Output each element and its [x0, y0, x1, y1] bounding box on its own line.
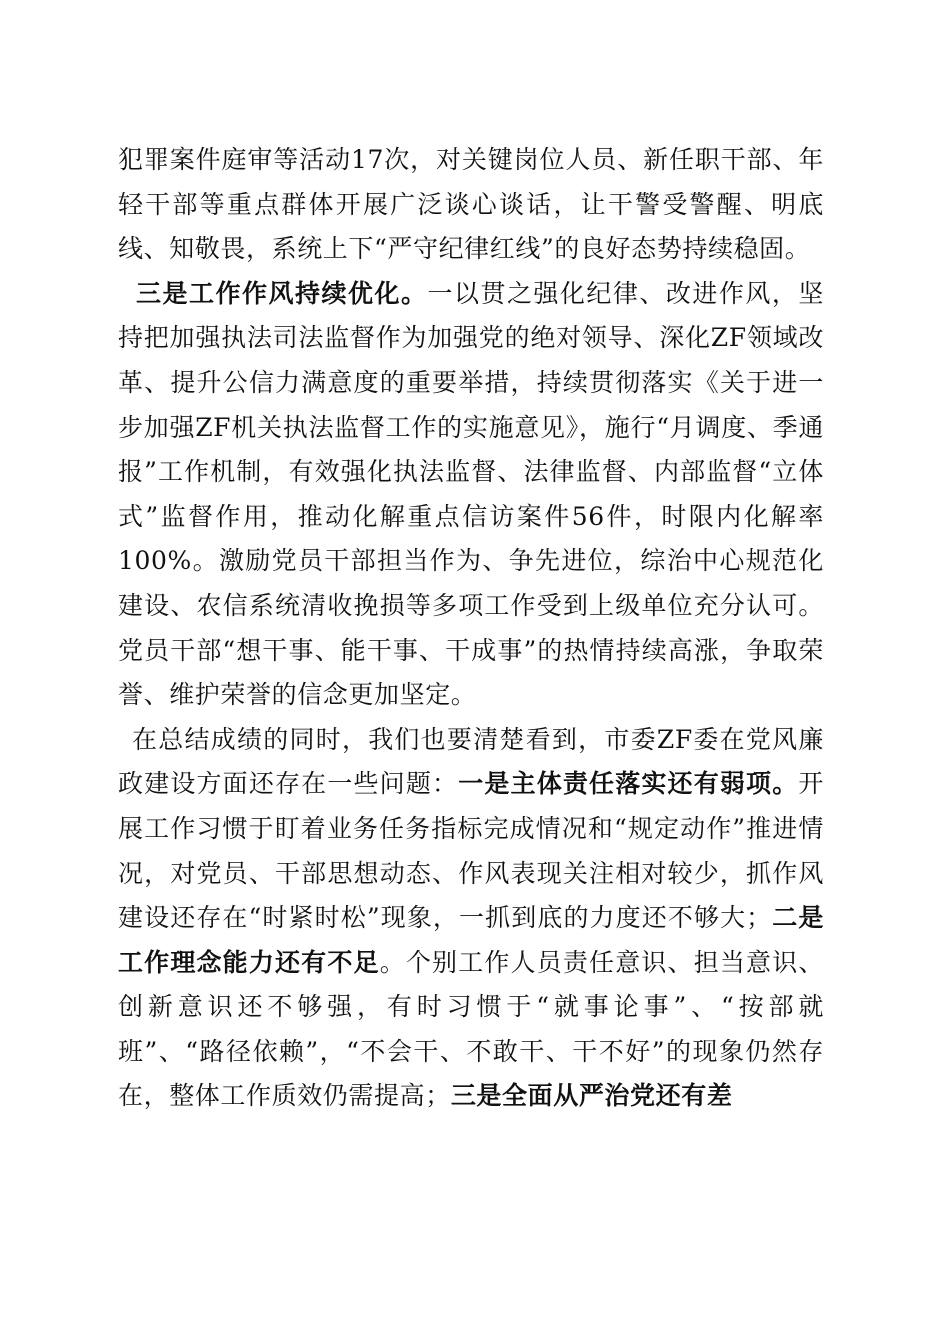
paragraph-text: 一以贯之强化纪律、改进作风，坚持把加强执法司法监督作为加强党的绝对领导、深化ZF领域改革、提升公信力满意度的重要举措，持续贯彻落实《关于进一步加强ZF机关执法监督工作的实施意见》，施行“月调度、季通报”工作机制，有效强化执法监督、法律监督、内部监督“立体式”监督作用，推动化解重点信访案件56件，时限内化解率100%。激励党员干部担当作为、争先进位，综治中心规范化建设、农信系统清收挽损等多项工作受到上级单位充分认可。党员干部“想干事、能干事、干成事”的热情持续高涨，争取荣誉、维护荣誉的信念更加坚定。: [118, 278, 824, 710]
paragraph-problems: [118, 718, 824, 1119]
problem-heading-2: 二是工作理念能力还有不足: [118, 903, 824, 977]
section-heading-work-style: 三是工作作风持续优化。: [136, 278, 428, 308]
paragraph-activities-continued: [118, 138, 824, 272]
document-body: [118, 138, 824, 1119]
paragraph-text: 犯罪案件庭审等活动17次，对关键岗位人员、新任职干部、年轻干部等重点群体开展广泛谈心谈话，让干警受警醒、明底线、知敬畏，系统上下“严守纪律红线”的良好态势持续稳固。: [118, 145, 824, 264]
paragraph-text: 在总结成绩的同时，我们也要清楚看到，市委ZF委在党风廉政建设方面还存在一些问题：: [118, 724, 824, 799]
paragraph-work-style: [118, 272, 824, 718]
problem-heading-1: 一是主体责任落实还有弱项。: [458, 769, 799, 799]
paragraph-text: 。个别工作人员责任意识、担当意识、创新意识还不够强，有时习惯于“就事论事”、“按部就班”、“路径依赖”，“不会干、不敢干、干不好”的现象仍然存在，整体工作质效仍需提高；: [118, 947, 824, 1111]
problem-heading-3: 三是全面从严治党还有差: [450, 1081, 733, 1111]
paragraph-text: 开展工作习惯于盯着业务任务指标完成情况和“规定动作”推进情况，对党员、干部思想动态、作风表现关注相对较少，抓作风建设还存在“时紧时松”现象，一抓到底的力度还不够大；: [118, 769, 824, 933]
